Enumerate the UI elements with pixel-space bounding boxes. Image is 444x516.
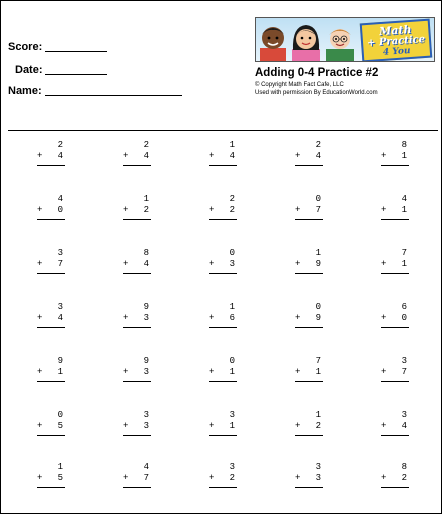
addend-top: 0	[229, 356, 235, 366]
addend-top: 3	[57, 248, 63, 258]
addend-top: 4	[401, 194, 407, 204]
permission-text: Used with permission By EducationWorld.com	[255, 90, 378, 96]
addition-problem	[295, 248, 323, 286]
addend-bottom: 7	[315, 205, 321, 215]
addend-top: 0	[315, 302, 321, 312]
addition-problem	[295, 356, 323, 394]
addend-bottom: 4	[57, 313, 63, 323]
answer-line[interactable]	[37, 273, 65, 274]
addition-problem	[123, 462, 151, 500]
addition-problem	[381, 140, 409, 178]
addition-problem	[37, 462, 65, 500]
answer-line[interactable]	[209, 219, 237, 220]
addition-problem	[381, 462, 409, 500]
addition-problem	[37, 302, 65, 340]
answer-line[interactable]	[123, 273, 151, 274]
addition-problem	[295, 302, 323, 340]
addend-bottom: 4	[229, 151, 235, 161]
addition-problem	[37, 410, 65, 448]
answer-line[interactable]	[209, 381, 237, 382]
addition-problem	[209, 248, 237, 286]
addition-problem	[209, 140, 237, 178]
addend-top: 0	[315, 194, 321, 204]
answer-line[interactable]	[209, 487, 237, 488]
header-divider	[8, 130, 438, 131]
addend-bottom: 3	[229, 259, 235, 269]
plus-sign: +	[123, 421, 129, 431]
logo-line-3: 4 You	[382, 46, 411, 58]
addition-problem	[381, 356, 409, 394]
plus-sign: +	[37, 421, 43, 431]
answer-line[interactable]	[123, 219, 151, 220]
answer-line[interactable]	[37, 435, 65, 436]
addition-problem	[37, 194, 65, 232]
addition-problem	[37, 140, 65, 178]
addend-bottom: 0	[401, 313, 407, 323]
score-label: Score:	[8, 41, 43, 53]
addend-bottom: 3	[315, 473, 321, 483]
plus-sign: +	[381, 421, 387, 431]
addend-bottom: 7	[143, 473, 149, 483]
plus-sign: +	[381, 313, 387, 323]
addition-problem	[123, 194, 151, 232]
addend-bottom: 1	[57, 367, 63, 377]
plus-sign: +	[295, 421, 301, 431]
addend-top: 3	[229, 410, 235, 420]
addend-top: 4	[57, 194, 63, 204]
date-label: Date:	[15, 64, 43, 76]
answer-line[interactable]	[209, 165, 237, 166]
addend-bottom: 1	[401, 205, 407, 215]
addend-top: 9	[143, 356, 149, 366]
addend-top: 1	[229, 302, 235, 312]
score-field	[8, 41, 42, 53]
addend-top: 8	[143, 248, 149, 258]
answer-line[interactable]	[209, 327, 237, 328]
addition-problem	[381, 194, 409, 232]
addition-problem	[295, 194, 323, 232]
addend-top: 3	[143, 410, 149, 420]
addend-top: 6	[401, 302, 407, 312]
answer-line[interactable]	[123, 327, 151, 328]
addition-problem	[209, 410, 237, 448]
plus-sign: +	[381, 367, 387, 377]
addition-problem	[123, 410, 151, 448]
answer-line[interactable]	[295, 165, 323, 166]
plus-sign: +	[123, 473, 129, 483]
addend-top: 3	[401, 410, 407, 420]
date-blank[interactable]	[45, 74, 107, 75]
plus-sign: +	[37, 151, 43, 161]
addition-problem	[295, 462, 323, 500]
answer-line[interactable]	[37, 165, 65, 166]
plus-sign: +	[37, 313, 43, 323]
addition-problem	[209, 302, 237, 340]
addend-top: 7	[401, 248, 407, 258]
addition-problem	[37, 356, 65, 394]
answer-line[interactable]	[381, 165, 409, 166]
addend-bottom: 4	[57, 151, 63, 161]
addend-bottom: 1	[401, 259, 407, 269]
name-blank[interactable]	[45, 95, 182, 96]
plus-sign: +	[209, 313, 215, 323]
addend-top: 2	[315, 140, 321, 150]
addend-bottom: 5	[57, 421, 63, 431]
plus-sign: +	[37, 259, 43, 269]
addend-bottom: 0	[57, 205, 63, 215]
addition-problem	[209, 194, 237, 232]
addend-top: 3	[315, 462, 321, 472]
answer-line[interactable]	[295, 435, 323, 436]
answer-line[interactable]	[381, 487, 409, 488]
score-blank[interactable]	[45, 51, 107, 52]
addend-bottom: 4	[143, 151, 149, 161]
addend-top: 1	[57, 462, 63, 472]
plus-sign: +	[123, 313, 129, 323]
answer-line[interactable]	[37, 327, 65, 328]
logo-line-1: Math	[378, 22, 412, 39]
addend-bottom: 2	[143, 205, 149, 215]
addend-bottom: 2	[315, 421, 321, 431]
name-label: Name:	[8, 85, 42, 97]
date-field	[15, 64, 43, 76]
addition-problem	[295, 140, 323, 178]
plus-sign: +	[123, 367, 129, 377]
addend-bottom: 3	[143, 367, 149, 377]
addition-problem	[123, 140, 151, 178]
addend-bottom: 2	[401, 473, 407, 483]
addend-bottom: 2	[229, 205, 235, 215]
plus-sign: +	[37, 473, 43, 483]
addend-bottom: 1	[401, 151, 407, 161]
addition-problem	[381, 410, 409, 448]
addend-top: 0	[229, 248, 235, 258]
plus-sign: +	[209, 151, 215, 161]
addend-bottom: 4	[401, 421, 407, 431]
plus-sign: +	[381, 151, 387, 161]
answer-line[interactable]	[295, 219, 323, 220]
answer-line[interactable]	[295, 273, 323, 274]
plus-sign: +	[295, 367, 301, 377]
answer-line[interactable]	[295, 381, 323, 382]
plus-sign: +	[123, 205, 129, 215]
answer-line[interactable]	[209, 435, 237, 436]
answer-line[interactable]	[381, 219, 409, 220]
addend-bottom: 6	[229, 313, 235, 323]
addend-top: 1	[315, 410, 321, 420]
addend-top: 7	[315, 356, 321, 366]
plus-sign: +	[295, 205, 301, 215]
addition-problem	[381, 302, 409, 340]
plus-sign: +	[209, 205, 215, 215]
plus-sign: +	[209, 473, 215, 483]
copyright-text: © Copyright Math Fact Cafe, LLC	[255, 82, 344, 88]
addition-problem	[295, 410, 323, 448]
addend-top: 1	[229, 140, 235, 150]
addend-bottom: 7	[401, 367, 407, 377]
addend-top: 2	[229, 194, 235, 204]
addend-bottom: 7	[57, 259, 63, 269]
addend-top: 2	[143, 140, 149, 150]
plus-sign: +	[295, 313, 301, 323]
addend-top: 8	[401, 462, 407, 472]
plus-sign: +	[295, 151, 301, 161]
addend-top: 3	[229, 462, 235, 472]
plus-sign: +	[209, 421, 215, 431]
answer-line[interactable]	[37, 381, 65, 382]
addition-problem	[209, 462, 237, 500]
addend-bottom: 4	[315, 151, 321, 161]
plus-sign: +	[209, 259, 215, 269]
addend-bottom: 5	[57, 473, 63, 483]
addend-top: 0	[57, 410, 63, 420]
plus-sign: +	[123, 151, 129, 161]
plus-sign: +	[381, 473, 387, 483]
answer-line[interactable]	[123, 381, 151, 382]
addend-bottom: 1	[315, 367, 321, 377]
addend-bottom: 1	[229, 367, 235, 377]
worksheet-title: Adding 0-4 Practice #2	[255, 67, 379, 79]
plus-sign: +	[381, 205, 387, 215]
addend-top: 3	[401, 356, 407, 366]
addend-top: 1	[143, 194, 149, 204]
plus-sign: +	[295, 473, 301, 483]
math-practice-banner	[255, 17, 435, 62]
addend-bottom: 9	[315, 313, 321, 323]
addend-bottom: 3	[143, 421, 149, 431]
plus-sign: +	[37, 205, 43, 215]
addend-top: 3	[57, 302, 63, 312]
answer-line[interactable]	[381, 435, 409, 436]
math-practice-logo	[360, 19, 433, 62]
addend-bottom: 4	[143, 259, 149, 269]
answer-line[interactable]	[209, 273, 237, 274]
addend-top: 8	[401, 140, 407, 150]
addend-bottom: 1	[229, 421, 235, 431]
addend-bottom: 2	[229, 473, 235, 483]
plus-sign: +	[123, 259, 129, 269]
addition-problem	[37, 248, 65, 286]
addition-problem	[123, 248, 151, 286]
answer-line[interactable]	[123, 487, 151, 488]
answer-line[interactable]	[381, 327, 409, 328]
children-illustration	[258, 20, 358, 61]
addend-top: 2	[57, 140, 63, 150]
addition-problem	[381, 248, 409, 286]
name-field	[8, 85, 42, 97]
answer-line[interactable]	[381, 273, 409, 274]
plus-sign: +	[37, 367, 43, 377]
answer-line[interactable]	[37, 219, 65, 220]
addition-problem	[123, 302, 151, 340]
addend-top: 9	[57, 356, 63, 366]
answer-line[interactable]	[295, 327, 323, 328]
addition-problem	[123, 356, 151, 394]
plus-sign: +	[209, 367, 215, 377]
logo-line-2: + Practice	[366, 33, 426, 50]
answer-line[interactable]	[123, 165, 151, 166]
addend-top: 1	[315, 248, 321, 258]
addend-bottom: 3	[143, 313, 149, 323]
answer-line[interactable]	[123, 435, 151, 436]
answer-line[interactable]	[381, 381, 409, 382]
addend-bottom: 9	[315, 259, 321, 269]
answer-line[interactable]	[37, 487, 65, 488]
plus-sign: +	[381, 259, 387, 269]
addition-problem	[209, 356, 237, 394]
addend-top: 4	[143, 462, 149, 472]
answer-line[interactable]	[295, 487, 323, 488]
addend-top: 9	[143, 302, 149, 312]
plus-sign: +	[295, 259, 301, 269]
